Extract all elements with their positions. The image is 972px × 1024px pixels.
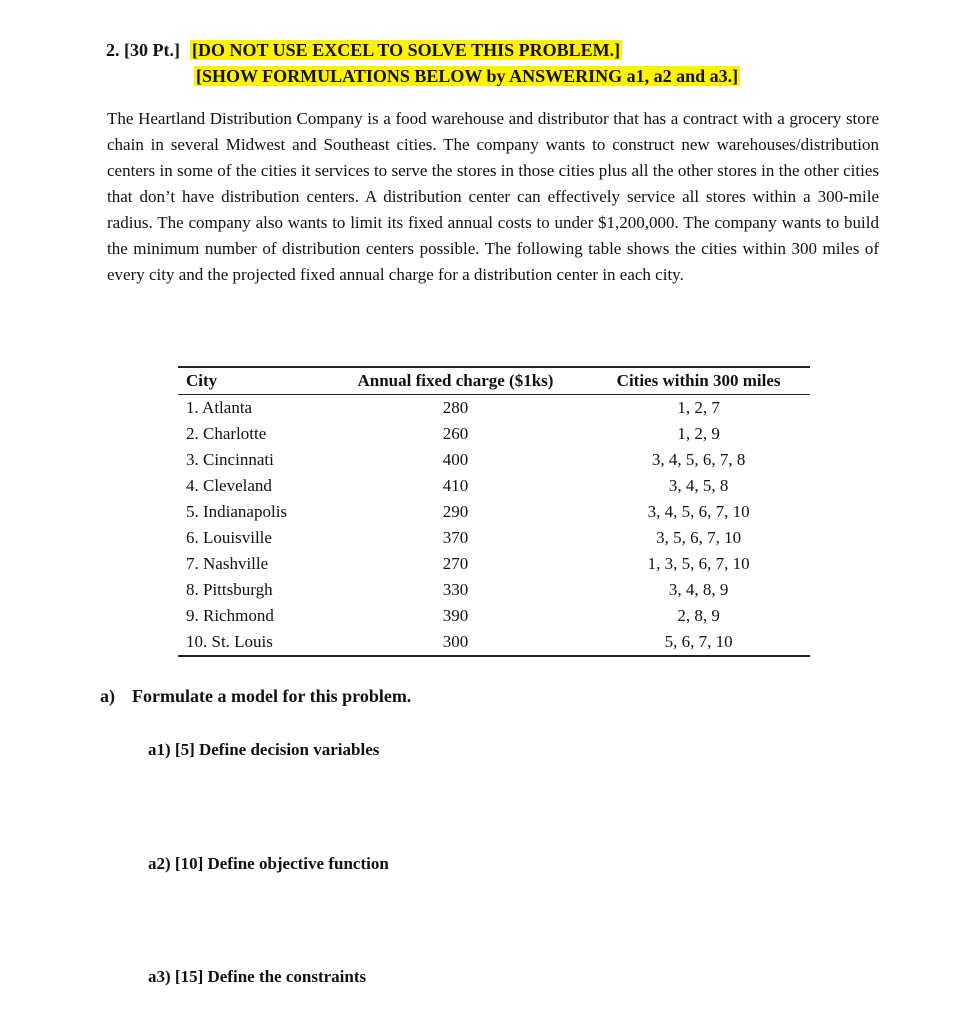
cell-cities-within: 3, 4, 5, 6, 7, 10 bbox=[647, 502, 750, 521]
cell-city: 4. Cleveland bbox=[186, 476, 272, 495]
table-row bbox=[178, 525, 810, 551]
cell-fixed-charge: 260 bbox=[442, 424, 469, 443]
question-a3: a3) [15] Define the constraints bbox=[148, 967, 367, 986]
cell-cities-within: 3, 4, 5, 6, 7, 8 bbox=[651, 450, 746, 469]
problem-number: 2. [30 Pt.] bbox=[106, 40, 180, 60]
cell-cities-within: 1, 2, 9 bbox=[677, 424, 720, 443]
show-formulations-note: [SHOW FORMULATIONS BELOW by ANSWERING a1, a2 and a3.] bbox=[196, 66, 739, 86]
cell-cities-within: 3, 4, 8, 9 bbox=[668, 580, 729, 599]
part-a-heading bbox=[100, 686, 411, 707]
cell-fixed-charge: 330 bbox=[442, 580, 469, 599]
excel-warning-note: [DO NOT USE EXCEL TO SOLVE THIS PROBLEM.] bbox=[192, 40, 621, 60]
problem-heading bbox=[106, 37, 740, 89]
table-row bbox=[178, 603, 810, 629]
cell-city: 7. Nashville bbox=[186, 554, 269, 573]
cell-fixed-charge: 400 bbox=[442, 450, 469, 469]
cell-fixed-charge: 390 bbox=[442, 606, 469, 625]
table-row bbox=[178, 551, 810, 577]
header-cities-within-300-miles: Cities within 300 miles bbox=[587, 367, 810, 395]
cell-fixed-charge: 280 bbox=[442, 398, 469, 417]
cell-cities-within: 2, 8, 9 bbox=[677, 606, 720, 625]
cell-city: 3. Cincinnati bbox=[186, 450, 274, 469]
table-row bbox=[178, 447, 810, 473]
cell-cities-within: 1, 3, 5, 6, 7, 10 bbox=[647, 554, 750, 573]
cell-city: 8. Pittsburgh bbox=[186, 580, 273, 599]
table-row bbox=[178, 421, 810, 447]
header-annual-fixed-charge: Annual fixed charge ($1ks) bbox=[324, 367, 587, 395]
cell-city: 5. Indianapolis bbox=[186, 502, 288, 521]
cell-city: 1. Atlanta bbox=[186, 398, 253, 417]
cell-city: 2. Charlotte bbox=[186, 424, 267, 443]
cell-city: 10. St. Louis bbox=[178, 629, 324, 656]
cell-city: 6. Louisville bbox=[186, 528, 272, 547]
table-row bbox=[178, 473, 810, 499]
part-a-title: Formulate a model for this problem. bbox=[132, 686, 412, 706]
problem-description: The Heartland Distribution Company is a food warehouse and distributor that has a contract with a grocery store chain in several Midwest and Southeast cities. The company wants to construct new warehouses/distribution centers in some of the cities it services to serve the stores in those cities plus all the other stores in the other cities that don’t have distribution centers. A distribution center can effectively service all stores within a 300-mile radius. The company also wants to limit its fixed annual costs to under $1,200,000. The company wants to build the minimum number of distribution centers possible. The following table shows the cities within 300 miles of every city and the projected fixed annual charge for a distribution center in each city. bbox=[107, 109, 879, 284]
question-a1: a1) [5] Define decision variables bbox=[148, 740, 380, 759]
heading-line-1 bbox=[106, 37, 740, 63]
cell-cities-within: 1, 2, 7 bbox=[677, 398, 720, 417]
question-a2: a2) [10] Define objective function bbox=[148, 854, 389, 873]
table-header-row bbox=[178, 367, 810, 395]
cell-cities-within: 3, 5, 6, 7, 10 bbox=[656, 528, 742, 547]
cell-cities-within: 5, 6, 7, 10 bbox=[587, 629, 810, 656]
cell-fixed-charge: 290 bbox=[442, 502, 469, 521]
cell-fixed-charge: 410 bbox=[442, 476, 469, 495]
cell-fixed-charge: 370 bbox=[442, 528, 469, 547]
table-row bbox=[178, 577, 810, 603]
heading-line-2 bbox=[106, 63, 740, 89]
cell-cities-within: 3, 4, 5, 8 bbox=[668, 476, 729, 495]
cell-fixed-charge: 300 bbox=[324, 629, 587, 656]
cell-city: 9. Richmond bbox=[186, 606, 274, 625]
cell-fixed-charge: 270 bbox=[442, 554, 469, 573]
part-a-label: a) bbox=[100, 686, 115, 706]
table-row bbox=[178, 629, 810, 656]
table-row bbox=[178, 395, 810, 422]
table-row bbox=[178, 499, 810, 525]
header-city: City bbox=[178, 367, 324, 395]
cities-table bbox=[178, 366, 810, 657]
